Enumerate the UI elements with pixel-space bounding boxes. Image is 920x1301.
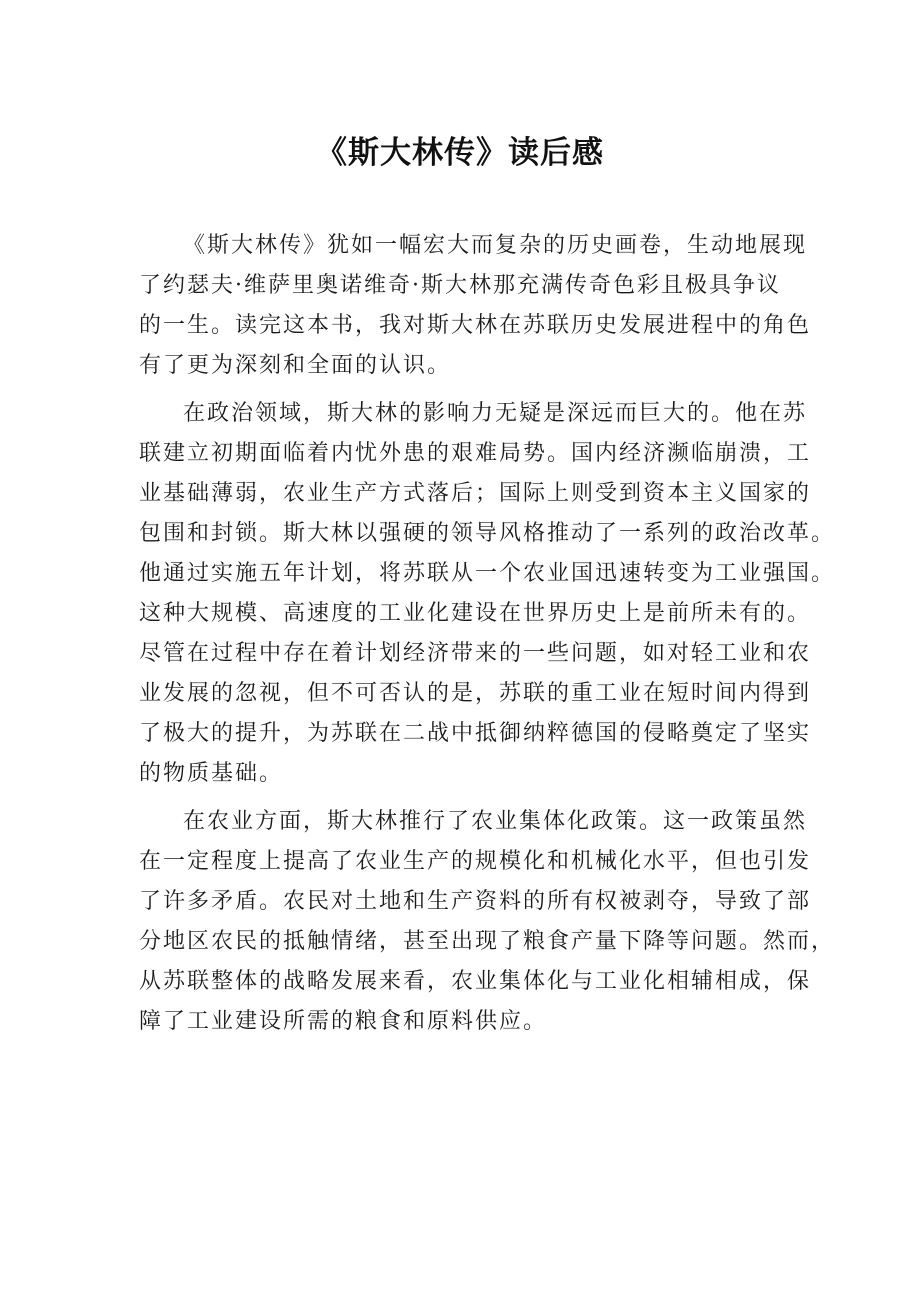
text-line: 了极大的提升，为苏联在二战中抵御纳粹德国的侵略奠定了坚实	[139, 721, 812, 746]
text-line: 业基础薄弱，农业生产方式落后；国际上则受到资本主义国家的	[139, 481, 812, 506]
paragraph-1	[139, 226, 812, 386]
text-line: 有了更为深刻和全面的认识。	[139, 353, 452, 378]
text-line: 在一定程度上提高了农业生产的规模化和机械化水平，但也引发	[139, 849, 812, 874]
text-line: 分地区农民的抵触情绪，甚至出现了粮食产量下降等问题。然而，	[139, 929, 836, 954]
paragraph-2	[139, 394, 836, 794]
document-body	[139, 226, 836, 1050]
text-line: 尽管在过程中存在着计划经济带来的一些问题，如对轻工业和农	[139, 641, 812, 666]
text-line: 业发展的忽视，但不可否认的是，苏联的重工业在短时间内得到	[139, 681, 812, 706]
text-line: 从苏联整体的战略发展来看，农业集体化与工业化相辅相成，保	[139, 969, 812, 994]
text-line: 的一生。读完这本书，我对斯大林在苏联历史发展进程中的角色	[139, 313, 812, 338]
text-line: 联建立初期面临着内忧外患的艰难局势。国内经济濒临崩溃，工	[139, 441, 812, 466]
text-line: 《斯大林传》犹如一幅宏大而复杂的历史画卷，生动地展现	[183, 233, 808, 258]
text-line: 他通过实施五年计划，将苏联从一个农业国迅速转变为工业强国。	[139, 561, 836, 586]
text-line: 包围和封锁。斯大林以强硬的领导风格推动了一系列的政治改革。	[139, 521, 836, 546]
text-line: 在政治领域，斯大林的影响力无疑是深远而巨大的。他在苏	[183, 401, 808, 426]
text-line: 的物质基础。	[139, 761, 284, 786]
text-line: 障了工业建设所需的粮食和原料供应。	[139, 1009, 548, 1034]
text-line: 了许多矛盾。农民对土地和生产资料的所有权被剥夺，导致了部	[139, 889, 812, 914]
text-line: 这种大规模、高速度的工业化建设在世界历史上是前所未有的。	[139, 601, 812, 626]
document-title: 《斯大林传》读后感	[316, 135, 604, 171]
text-line: 了约瑟夫·维萨里奥诺维奇·斯大林那充满传奇色彩且极具争议	[139, 273, 781, 298]
text-line: 在农业方面，斯大林推行了农业集体化政策。这一政策虽然	[183, 809, 808, 834]
paragraph-3	[139, 802, 836, 1042]
